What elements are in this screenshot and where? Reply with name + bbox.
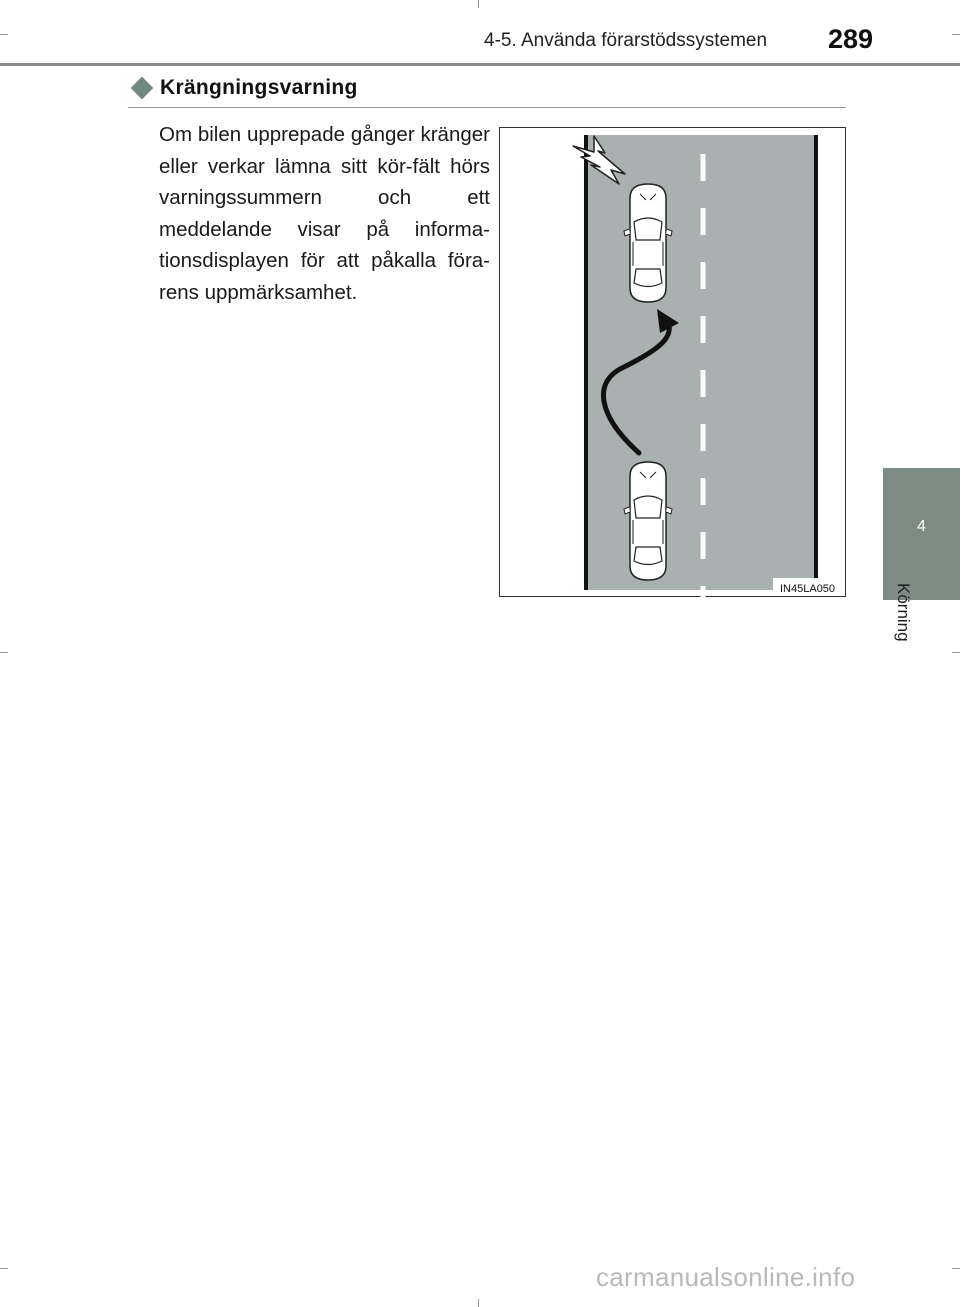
crop-mark (952, 34, 960, 35)
chapter-label (893, 583, 917, 663)
page-number: 289 (828, 24, 874, 54)
crop-mark (952, 652, 960, 653)
crop-mark (478, 1299, 479, 1307)
heading-text: Krängningsvarning (160, 76, 358, 99)
crop-mark (0, 652, 8, 653)
body-paragraph: Om bilen upprepade gånger kränger eller verkar lämna sitt kör-fält hörs varningssummern och ett meddelande visar på informa-tionsdisplayen för att påkalla föra-rens uppmärksamhet. (159, 123, 490, 304)
illustration (499, 127, 846, 597)
chapter-number: 4 (917, 518, 926, 535)
crop-mark (952, 1268, 960, 1269)
diamond-icon (131, 77, 154, 100)
watermark: carmanualsonline.info (596, 1262, 856, 1292)
header-divider (0, 63, 960, 66)
section-heading (130, 76, 358, 100)
chapter-label-text: Körning (894, 583, 913, 642)
car-top-icon (624, 184, 672, 302)
car-top-icon (624, 462, 672, 580)
chapter-tab (883, 468, 960, 600)
crop-mark (0, 1268, 8, 1269)
road (586, 135, 816, 590)
section-title: 4-5. Använda förarstödssystemen (484, 30, 768, 51)
crop-mark (478, 0, 479, 8)
crop-mark (0, 34, 8, 35)
heading-divider (128, 107, 846, 108)
figure-code: IN45LA050 (780, 583, 836, 595)
